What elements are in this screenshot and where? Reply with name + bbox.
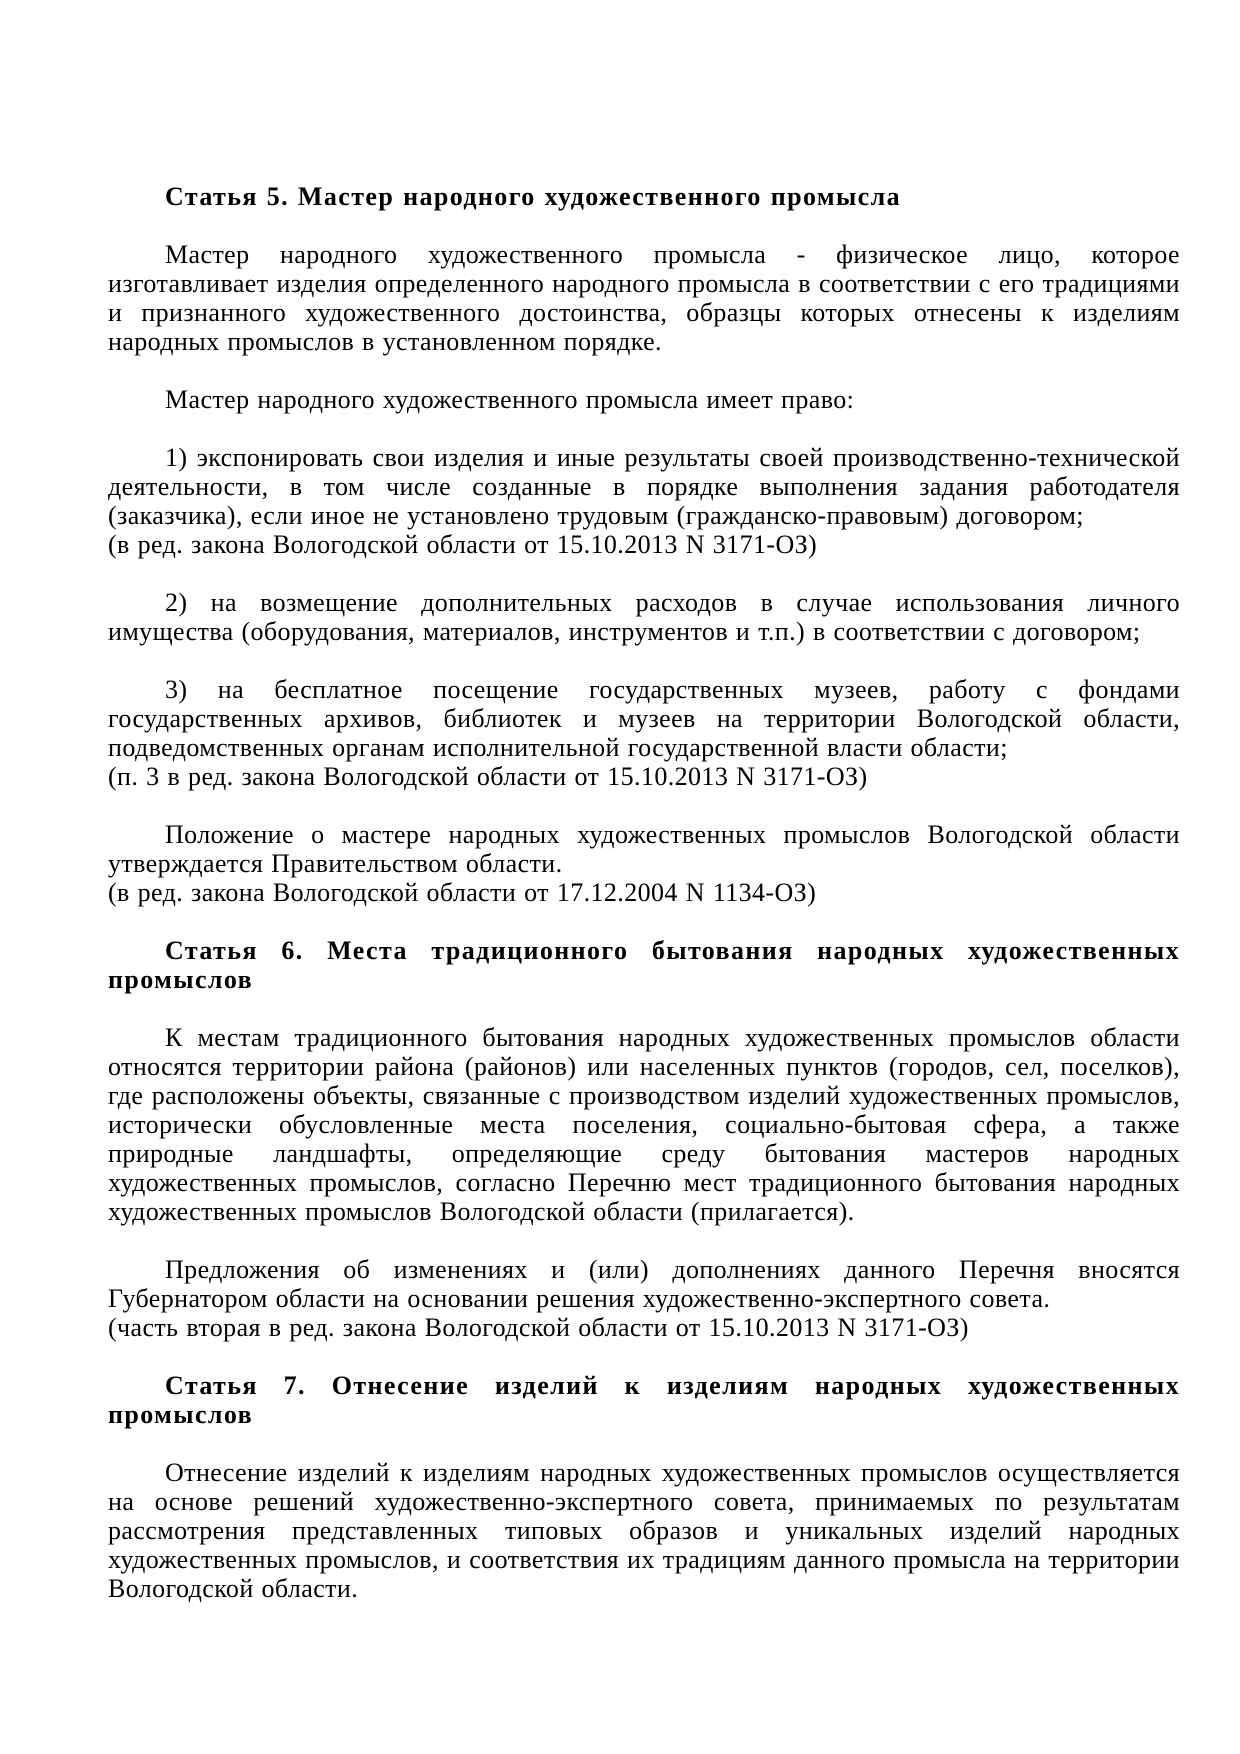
article-7-paragraph: Отнесение изделий к изделиям народных художественных промыслов осуществляется на основе решений художественно-экспертного совета, принимаемых по результатам рассмотрения представленных типовых образов и уникальных изделий народных художественных промыслов, и соответствия их традициям данного промысла на территории Вологодской области. [108, 1458, 1180, 1603]
article-5-definition-paragraph: Мастер народного художественного промысла - физическое лицо, которое изготавливает изделия определенного народного промысла в соответствии с его традициями и признанного художественного достоинства, образцы которых отнесены к изделиям народных промыслов в установленном порядке. [108, 240, 1180, 356]
article-5-item-3: 3) на бесплатное посещение государственных музеев, работу с фондами государственных архивов, библиотек и музеев на территории Вологодской области, подведомственных органам исполнительной государственной власти области; [108, 675, 1180, 762]
article-5-regulation-paragraph: Положение о мастере народных художественных промыслов Вологодской области утверждается Правительством области. [108, 820, 1180, 878]
article-5-item-2: 2) на возмещение дополнительных расходов в случае использования личного имущества (оборудования, материалов, инструментов и т.п.) в соответствии с договором; [108, 588, 1180, 646]
amendment-note: (в ред. закона Вологодской области от 15.10.2013 N 3171-ОЗ) [108, 530, 818, 559]
amendment-note: (часть вторая в ред. закона Вологодской области от 15.10.2013 N 3171-ОЗ) [108, 1313, 969, 1342]
amendment-note: (в ред. закона Вологодской области от 17.12.2004 N 1134-ОЗ) [108, 878, 817, 907]
article-5-item-1: 1) экспонировать свои изделия и иные результаты своей производственно-технической деятельности, в том числе созданные в порядке выполнения задания работодателя (заказчика), если иное не установлено трудовым (гражданско-правовым) договором; [108, 443, 1180, 530]
amendment-note: (п. 3 в ред. закона Вологодской области от 15.10.2013 N 3171-ОЗ) [108, 762, 868, 791]
article-6-places-paragraph: К местам традиционного бытования народных художественных промыслов области относятся территории района (районов) или населенных пунктов (городов, сел, поселков), где расположены объекты, связанные с производством изделий художественных промыслов, исторически обусловленные места поселения, социально-бытовая сфера, а также природные ландшафты, определяющие среду бытования мастеров народных художественных промыслов, согласно Перечню мест традиционного бытования народных художественных промыслов Вологодской области (прилагается). [108, 1023, 1180, 1226]
article-5-rights-intro: Мастер народного художественного промысла имеет право: [165, 385, 855, 414]
article-6-proposals-paragraph: Предложения об изменениях и (или) дополнениях данного Перечня вносятся Губернатором области на основании решения художественно-экспертного совета. [108, 1255, 1180, 1313]
article-6-heading: Статья 6. Места традиционного бытования народных художественных промыслов [108, 936, 1180, 994]
article-7-heading: Статья 7. Отнесение изделий к изделиям народных художественных промыслов [108, 1371, 1180, 1429]
article-5-heading: Статья 5. Мастер народного художественного промысла [165, 182, 902, 211]
